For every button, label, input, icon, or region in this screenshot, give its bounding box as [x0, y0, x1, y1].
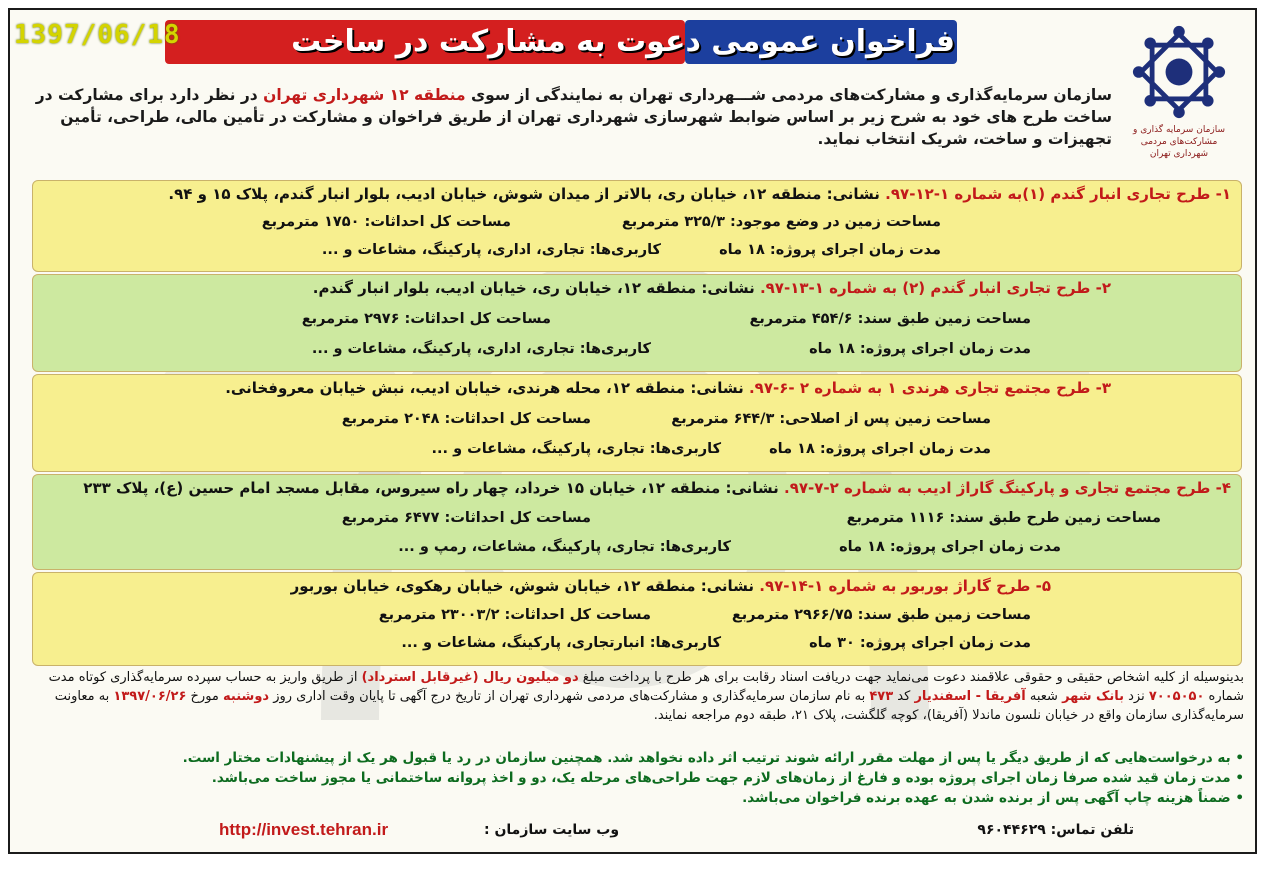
- footer-account-number: ۷۰۰۵۰۵۰: [1148, 689, 1205, 704]
- project-2-duration: مدت زمان اجرای پروژه: ۱۸ ماه: [809, 341, 1031, 357]
- project-3-usage: کاربری‌ها: تجاری، پارکینگ، مشاعات و ...: [431, 441, 721, 457]
- project-3-duration: مدت زمان اجرای پروژه: ۱۸ ماه: [769, 441, 991, 457]
- intro-text-2: در نظر دارد برای مشارکت در ساخت طرح های خود به شرح زیر بر اساس ضوابط شهرسازی شهرداری تهران از طریق فراخوان و مشارکت در تأمین مالی، طراحی، تأمین تجهیزات و ساخت، شریک انتخاب نماید.: [35, 86, 1112, 148]
- intro-text-1: سازمان سرمایه‌گذاری و مشارکت‌های مردمی شـــهرداری تهران به نمایندگی از سوی: [465, 86, 1112, 104]
- footer-text-6: به نام سازمان سرمایه‌گذاری و مشارکت‌های مردمی شهرداری تهران از تاریخ درج آگهی تا پایان وقت اداری روز: [269, 689, 870, 704]
- project-5-land-area: مساحت زمین طبق سند: ۲۹۶۶/۷۵ مترمربع: [731, 607, 1031, 623]
- page-title: فراخوان عمومی دعوت به مشارکت در ساخت: [291, 24, 955, 59]
- footer-bank-name: بانک شهر: [1062, 689, 1124, 704]
- contact-phone: تلفن تماس: ۹۶۰۴۴۶۲۹: [977, 822, 1134, 838]
- logo-org-name: سازمان سرمایه گذاری و مشارکت‌های مردمی شهرداری تهران: [1132, 125, 1226, 159]
- project-3-heading: [225, 379, 1111, 397]
- footer-deadline-date: ۱۳۹۷/۰۶/۲۶: [113, 689, 187, 704]
- project-1-title: ۱- طرح تجاری انبار گندم (۱)به شماره ۱-۱۲-۹۷.: [885, 185, 1231, 203]
- project-1-total-area: مساحت کل احداثات: ۱۷۵۰ مترمربع: [261, 214, 511, 230]
- project-3-title: ۳- طرح مجتمع تجاری هرندی ۱ به شماره ۲ -۶-۹۷.: [748, 379, 1111, 397]
- project-2-title: ۲- طرح تجاری انبار گندم (۲) به شماره ۱-۱۳-۹۷.: [759, 279, 1111, 297]
- footer-fee: دو میلیون ریال (غیرقابل استرداد): [361, 670, 579, 685]
- project-4-heading: [83, 479, 1231, 497]
- project-4-total-area: مساحت کل احداثات: ۶۴۷۷ مترمربع: [341, 510, 591, 526]
- notes-list: [24, 748, 1244, 808]
- project-3-land-area: مساحت زمین پس از اصلاحی: ۶۴۴/۳ مترمربع: [671, 411, 991, 427]
- note-item: • به درخواست‌هایی که از طریق دیگر یا پس از مهلت مقرر ارائه شوند ترتیب اثر داده نخواهد شد. همچنین سازمان در رد یا قبول هر یک از پیشنهادات مختار است.: [182, 750, 1244, 766]
- note-item: • مدت زمان قید شده صرفا زمان اجرای پروژه بوده و فارغ از زمان‌های لازم جهت طراحی‌های مرحله یک، دو و اخذ پروانه ساختمانی یا مجوز ساخت می‌باشد.: [211, 770, 1244, 786]
- project-4-title: ۴- طرح مجتمع تجاری و پارکینگ گاراژ ادیب به شماره ۲-۷-۹۷.: [784, 479, 1231, 497]
- footer-deadline-day: دوشنبه: [223, 689, 270, 704]
- website-label: وب سایت سازمان :: [484, 822, 620, 838]
- footer-text-5: کد: [893, 689, 915, 704]
- project-box-1: [32, 180, 1242, 272]
- website-link[interactable]: http://invest.tehran.ir: [219, 820, 389, 839]
- project-2-address: نشانی: منطقه ۱۲، خیابان ری، خیابان ادیب، بلوار انبار گندم.: [312, 279, 760, 297]
- footer-text-7: مورخ: [186, 689, 224, 704]
- project-5-total-area: مساحت کل احداثات: ۲۳۰۰۳/۲ مترمربع: [378, 607, 651, 623]
- project-1-duration: مدت زمان اجرای پروژه: ۱۸ ماه: [719, 242, 941, 258]
- project-4-usage: کاربری‌ها: تجاری، پارکینگ، مشاعات، رمپ و ...: [398, 539, 731, 555]
- project-box-4: [32, 474, 1242, 570]
- project-box-2: [32, 274, 1242, 372]
- project-5-address: نشانی: منطقه ۱۲، خیابان شوش، خیابان رهکوی، خیابان بوربور: [290, 577, 760, 595]
- advertisement-frame: [8, 8, 1257, 854]
- project-5-duration: مدت زمان اجرای پروژه: ۳۰ ماه: [809, 635, 1031, 651]
- tehran-municipality-emblem-icon: [1131, 24, 1227, 120]
- project-1-land-area: مساحت زمین در وضع موجود: ۳۲۵/۳ مترمربع: [621, 214, 941, 230]
- project-5-title: ۵- طرح گاراژ بوربور به شماره ۱-۱۴-۹۷.: [759, 577, 1051, 595]
- date-stamp: 1397/06/18: [14, 20, 181, 50]
- contact-row: [24, 822, 1244, 848]
- project-5-heading: [291, 577, 1051, 595]
- project-box-3: [32, 374, 1242, 472]
- project-4-address: نشانی: منطقه ۱۲، خیابان ۱۵ خرداد، چهار راه سیروس، مقابل مسجد امام حسین (ع)، پلاک ۲۳۳: [83, 479, 785, 497]
- footer-text-8: به معاونت سرمایه‌گذاری سازمان واقع در خیابان نلسون ماندلا (آفریقا)، کوچه گلگشت، پلاک ۲۱، طبقه دوم مراجعه نمایند.: [54, 689, 1244, 723]
- project-2-usage: کاربری‌ها: تجاری، اداری، پارکینگ، مشاعات و ...: [311, 341, 651, 357]
- project-1-address: نشانی: منطقه ۱۲، خیابان ری، بالاتر از میدان شوش، خیابان ادیب، بلوار انبار گندم، پلاک ۱۵ و ۹۴.: [168, 185, 886, 203]
- title-banner: [165, 16, 965, 68]
- intro-highlight: منطقه ۱۲ شهرداری تهران: [263, 86, 466, 104]
- project-box-5: [32, 572, 1242, 666]
- footer-branch: آفریقا - اسفندیار: [914, 689, 1026, 704]
- footer-text-3: نزد: [1124, 689, 1149, 704]
- footer-text-2: از طریق واریز به حساب سپرده سرمایه‌گذاری کوتاه مدت شماره: [48, 670, 1244, 704]
- project-2-heading: [313, 279, 1111, 297]
- footer-text-1: بدینوسیله از کلیه اشخاص حقیقی و حقوقی علاقمند دعوت می‌نماید جهت دریافت اسناد رقابت برای هر طرح با پرداخت مبلغ: [578, 670, 1244, 685]
- project-1-usage: کاربری‌ها: تجاری، اداری، پارکینگ، مشاعات و ...: [321, 242, 661, 258]
- project-2-land-area: مساحت زمین طبق سند: ۴۵۴/۶ مترمربع: [749, 311, 1031, 327]
- organization-logo: [1127, 24, 1231, 164]
- project-3-total-area: مساحت کل احداثات: ۲۰۴۸ مترمربع: [341, 411, 591, 427]
- footer-text-4: شعبه: [1025, 689, 1063, 704]
- project-1-heading: [168, 185, 1231, 203]
- project-4-duration: مدت زمان اجرای پروژه: ۱۸ ماه: [839, 539, 1061, 555]
- footer-branch-code: ۴۷۳: [869, 689, 894, 704]
- note-item: • ضمناً هزینه چاپ آگهی پس از برنده شدن به عهده برنده فراخوان می‌باشد.: [742, 790, 1244, 806]
- project-2-total-area: مساحت کل احداثات: ۲۹۷۶ مترمربع: [301, 311, 551, 327]
- intro-paragraph: [32, 84, 1112, 150]
- project-3-address: نشانی: منطقه ۱۲، محله هرندی، خیابان ادیب، نبش خیابان معروفخانی.: [225, 379, 749, 397]
- project-5-usage: کاربری‌ها: انبارتجاری، پارکینگ، مشاعات و ...: [401, 635, 721, 651]
- project-4-land-area: مساحت زمین طرح طبق سند: ۱۱۱۶ مترمربع: [846, 510, 1161, 526]
- instructions-paragraph: [24, 668, 1244, 725]
